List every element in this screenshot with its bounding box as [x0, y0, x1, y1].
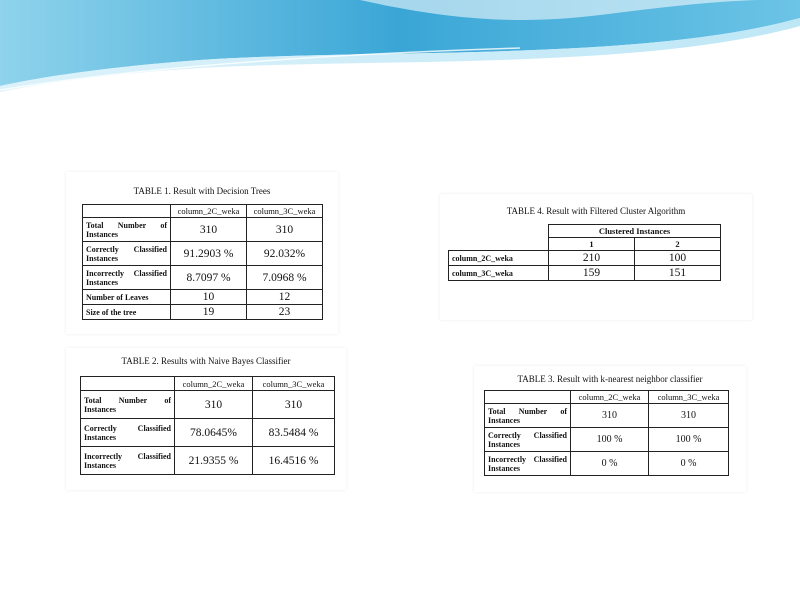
table2 [80, 376, 335, 475]
row-label: Size of the tree [83, 305, 171, 320]
table2-panel [66, 348, 346, 490]
table4 [448, 224, 721, 281]
table-cell: 310 [171, 218, 247, 242]
table-cell: 100 [635, 251, 721, 266]
table-row [81, 447, 335, 475]
table4-blank-cell [449, 225, 549, 238]
table2-col-header: column_3C_weka [253, 377, 335, 391]
table-cell: 91.2903 % [171, 242, 247, 266]
table3-col-header: column_3C_weka [649, 391, 729, 404]
table4-sub-header: 1 [549, 238, 635, 251]
table-row [485, 428, 729, 452]
table1-col-header: column_3C_weka [247, 205, 323, 218]
table3 [484, 390, 729, 476]
table-cell: 10 [171, 290, 247, 305]
table-row [81, 391, 335, 419]
header-wave-banner [0, 0, 800, 100]
table1-corner-cell [83, 205, 171, 218]
table-row [449, 251, 721, 266]
table-row [83, 242, 323, 266]
table-cell: 19 [171, 305, 247, 320]
row-label: Incorrectly Classified Instances [485, 452, 571, 476]
table-cell: 210 [549, 251, 635, 266]
table-cell: 16.4516 % [253, 447, 335, 475]
table-row [449, 266, 721, 281]
table4-group-header: Clustered Instances [549, 225, 721, 238]
table-cell: 78.0645% [175, 419, 253, 447]
row-label: column_3C_weka [449, 266, 549, 281]
table-cell: 310 [175, 391, 253, 419]
table-cell: 23 [247, 305, 323, 320]
table2-corner-cell [81, 377, 175, 391]
table3-panel [474, 366, 746, 492]
table-row [485, 404, 729, 428]
table1-caption: TABLE 1. Result with Decision Trees [133, 186, 271, 196]
table-cell: 151 [635, 266, 721, 281]
row-label: Total Number of Instances [83, 218, 171, 242]
table1-panel [66, 172, 338, 334]
table3-caption: TABLE 3. Result with k-nearest neighbor classifier [517, 374, 703, 384]
table-cell: 12 [247, 290, 323, 305]
table-cell: 100 % [571, 428, 649, 452]
row-label: Incorrectly Classified Instances [83, 266, 171, 290]
row-label: Correctly Classified Instances [485, 428, 571, 452]
table-cell: 100 % [649, 428, 729, 452]
table4-panel [440, 194, 752, 320]
row-label: Correctly Classified Instances [81, 419, 175, 447]
table-row [83, 266, 323, 290]
table-cell: 8.7097 % [171, 266, 247, 290]
row-label: Number of Leaves [83, 290, 171, 305]
table-cell: 310 [247, 218, 323, 242]
row-label: column_2C_weka [449, 251, 549, 266]
table-cell: 92.032% [247, 242, 323, 266]
table1 [82, 204, 323, 320]
table4-caption: TABLE 4. Result with Filtered Cluster Algorithm [506, 206, 686, 216]
table2-col-header: column_2C_weka [175, 377, 253, 391]
table-row [83, 218, 323, 242]
row-label: Incorrectly Classified Instances [81, 447, 175, 475]
table-cell: 83.5484 % [253, 419, 335, 447]
table-row [83, 305, 323, 320]
table-cell: 159 [549, 266, 635, 281]
table3-corner-cell [485, 391, 571, 404]
table-cell: 0 % [571, 452, 649, 476]
table-cell: 21.9355 % [175, 447, 253, 475]
row-label: Total Number of Instances [485, 404, 571, 428]
table4-blank-cell [449, 238, 549, 251]
table-cell: 310 [571, 404, 649, 428]
table2-caption: TABLE 2. Results with Naive Bayes Classifier [121, 356, 291, 366]
table-cell: 0 % [649, 452, 729, 476]
table-cell: 7.0968 % [247, 266, 323, 290]
table-row [485, 452, 729, 476]
table4-sub-header: 2 [635, 238, 721, 251]
row-label: Correctly Classified Instances [83, 242, 171, 266]
table-cell: 310 [649, 404, 729, 428]
table3-col-header: column_2C_weka [571, 391, 649, 404]
table-cell: 310 [253, 391, 335, 419]
table-row [83, 290, 323, 305]
table1-col-header: column_2C_weka [171, 205, 247, 218]
row-label: Total Number of Instances [81, 391, 175, 419]
table-row [81, 419, 335, 447]
